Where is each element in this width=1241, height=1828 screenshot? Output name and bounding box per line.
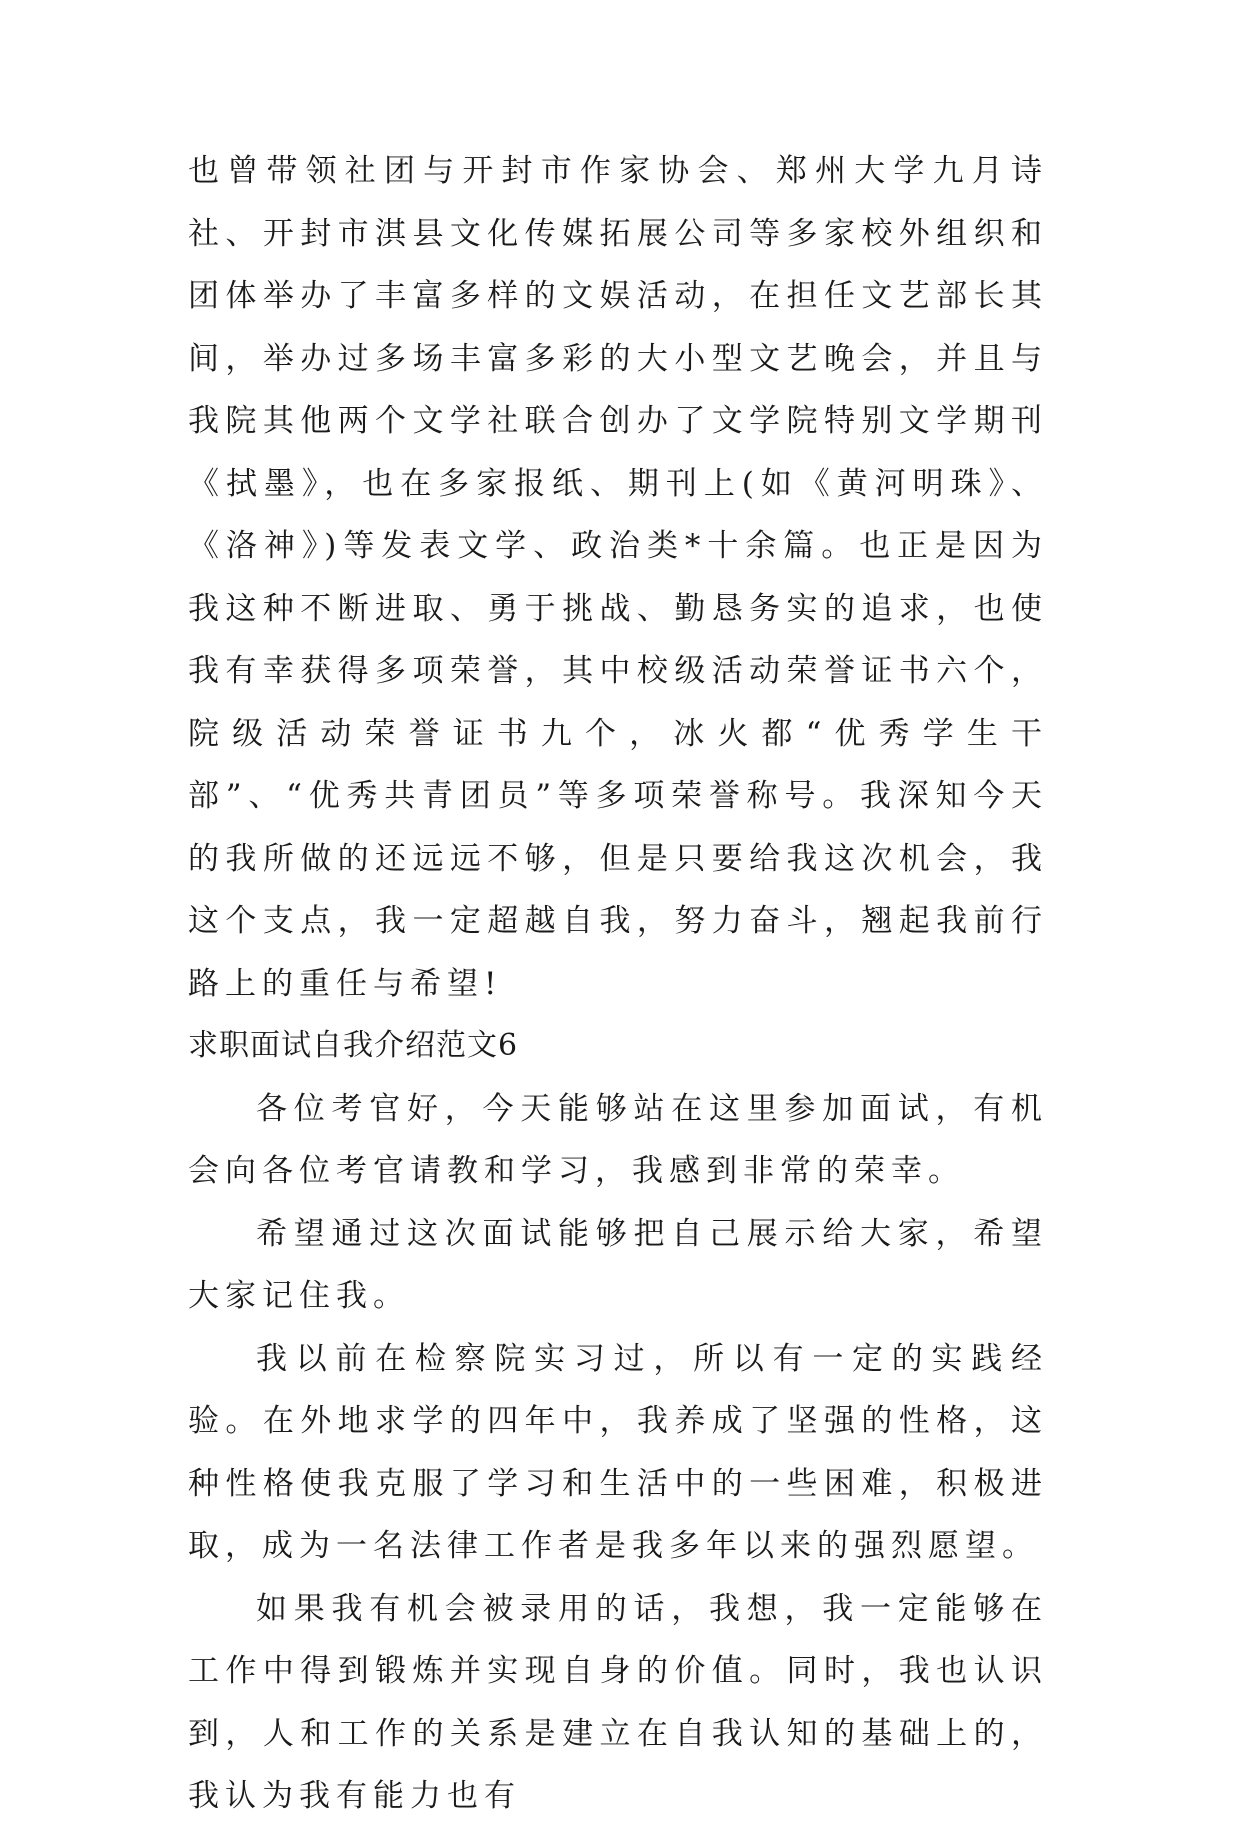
section-title: 求职面试自我介绍范文6 [188, 1028, 519, 1063]
paragraph-employment: 如果我有机会被录用的话，我想，我一定能够在工作中得到锻炼并实现自身的价值。同时，我也认识到，人和工作的关系是建立在自我认知的基础上的，我认为我有能力也有 [188, 1590, 1048, 1814]
continuation-paragraph: 也曾带领社团与开封市作家协会、郑州大学九月诗社、开封市淇县文化传媒拓展公司等多家校外组织和团体举办了丰富多样的文娱活动，在担任文艺部长其间，举办过多场丰富多彩的大小型文艺晚会，并且与我院其他两个文学社联合创办了文学院特别文学期刊《拭墨》，也在多家报纸、期刊上(如《黄河明珠》、《洛神》)等发表文学、政治类*十余篇。也正是因为我这种不断进取、勇于挑战、勤恳务实的追求，也使我有幸获得多项荣誉，其中校级活动荣誉证书六个，院级活动荣誉证书九个，冰火都“优秀学生干部”、“优秀共青团员”等多项荣誉称号。我深知今天的我所做的还远远不够，但是只要给我这次机会，我这个支点，我一定超越自我，努力奋斗，翘起我前行路上的重任与希望! [188, 153, 1048, 1002]
paragraph-greeting: 各位考官好，今天能够站在这里参加面试，有机会向各位考官请教和学习，我感到非常的荣幸。 [188, 1090, 1048, 1189]
paragraph-experience: 我以前在检察院实习过，所以有一定的实践经验。在外地求学的四年中，我养成了坚强的性格，这种性格使我克服了学习和生活中的一些困难，积极进取，成为一名法律工作者是我多年以来的强烈愿望。 [188, 1340, 1048, 1564]
paragraph-hope: 希望通过这次面试能够把自己展示给大家，希望大家记住我。 [188, 1215, 1048, 1314]
document-body [188, 140, 1048, 1828]
